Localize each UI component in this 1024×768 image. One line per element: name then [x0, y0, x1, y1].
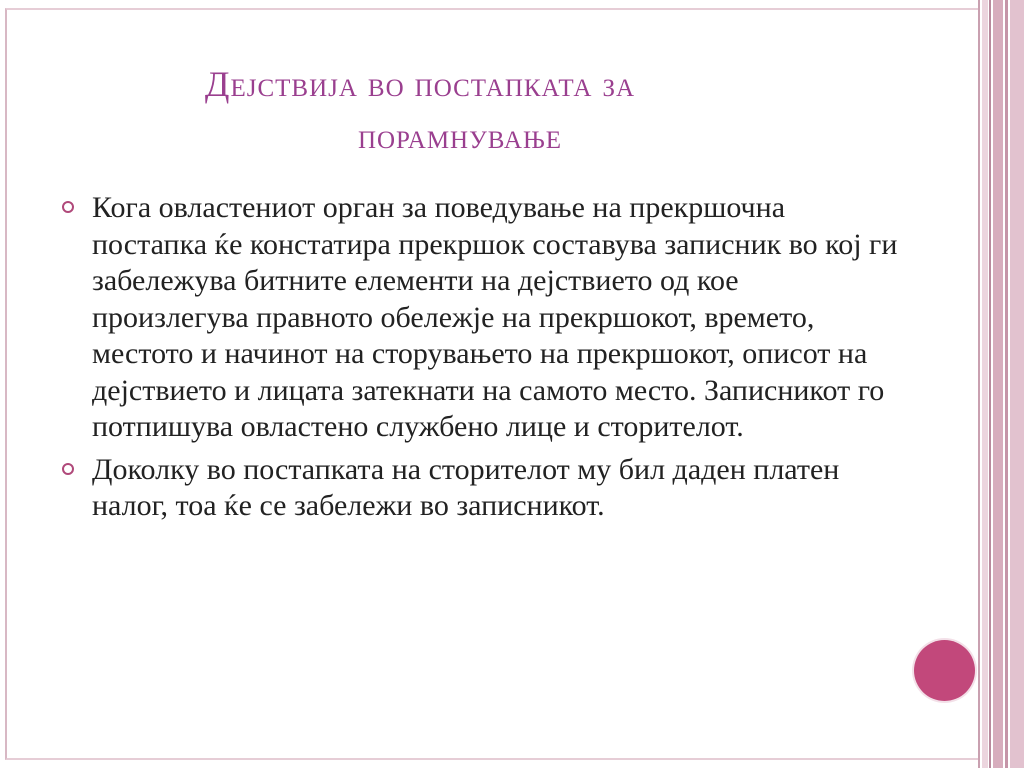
decorative-stripe: [993, 0, 1003, 768]
bullet-list: [62, 190, 902, 531]
decorative-stripe: [1010, 0, 1024, 768]
circle-bullet-icon: [62, 201, 74, 213]
slide-title-line-1: Дејствија во постапката за: [204, 64, 636, 104]
decorative-stripe: [989, 0, 991, 768]
decorative-stripe: [982, 0, 988, 768]
bullet-text: Доколку во постапката на сторителот му бил даден платен налог, тоа ќе се забележи во записникот.: [92, 452, 840, 522]
bullet-text: Кога овластениот орган за поведување на прекршочна постапка ќе констатира прекршок составува записник во кој ги забележува битните елементи на дејствието од кое произлегува правното обележје на прекршокот, времето, местото и начинот на сторувањето на прекршокот, описот на дејствието и лицата затекнати на самото место. Записникот го потпишува овластено службено лице и сторителот.: [92, 191, 898, 443]
list-item: [62, 190, 902, 446]
list-item: [62, 452, 902, 525]
slide-title: [60, 58, 820, 162]
slide-title-line-2: порамнување: [357, 116, 563, 156]
decorative-stripe: [1005, 0, 1008, 768]
decorative-circle: [914, 640, 975, 701]
circle-bullet-icon: [62, 463, 74, 475]
decorative-stripe: [978, 0, 980, 768]
